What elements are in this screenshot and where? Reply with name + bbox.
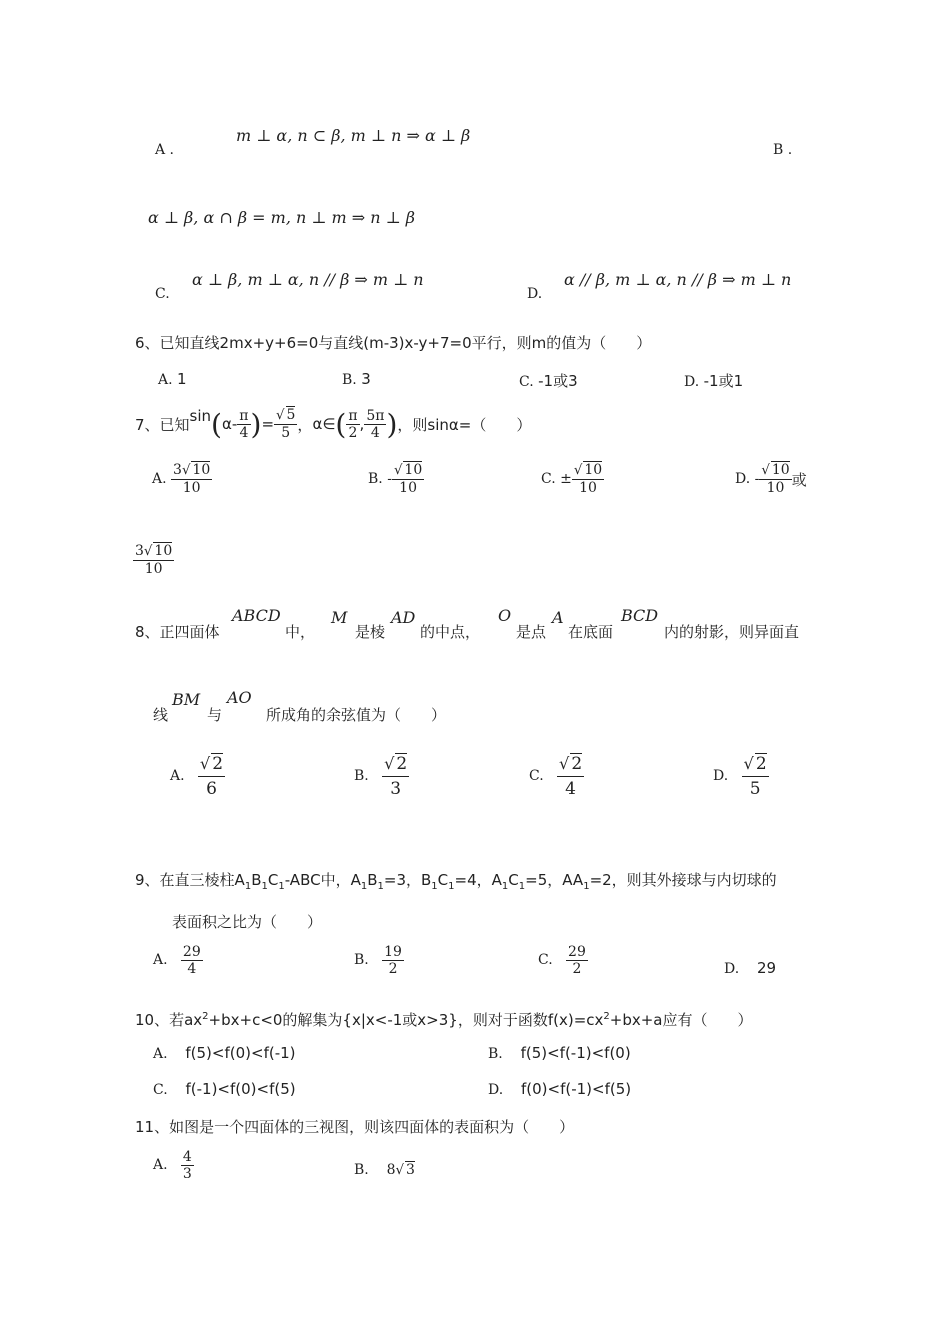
q9-stem: 9、在直三棱柱$A_1B_1C_1$-ABC中，$A_1B_1=3$，$B_1C_1=4$，$A_1C_1=5$，$AA_1=2$，则其外接球与内切球的 (135, 871, 777, 892)
q11-option-b: B. 8√ 3 (354, 1162, 415, 1178)
q6-option-d: D. -1或1 (684, 372, 744, 390)
q8-option-a: A. $\frac{√ 2}{6}$ (170, 753, 224, 799)
q6-option-b: B. 3 (342, 370, 371, 388)
q8-abcd: ABCD (232, 606, 281, 625)
q7-option-d: D. - $\frac{√ 10}{10}$ 或 (735, 462, 807, 496)
q11-option-a: A. $\frac{4}{3}$ (153, 1148, 192, 1182)
q8-option-b: B. $\frac{√ 2}{3}$ (354, 753, 408, 799)
q8-text-tail: 所成角的余弦值为（ ） (266, 706, 447, 724)
q8-a: A (552, 608, 564, 627)
q9-option-d: D. 29 (724, 959, 777, 977)
q9-stem-line2: 表面积之比为（ ） (172, 913, 323, 931)
q8-o: O (498, 606, 512, 625)
q6-option-a: A. 1 (158, 370, 187, 388)
q8-text-zhongdian: 的中点， (420, 623, 481, 641)
q5-option-a-label: A . (155, 142, 175, 158)
q9-option-b: B. $\frac{19}{2}$ (354, 943, 402, 977)
q8-text-neide: 内的射影，则异面直 (664, 623, 800, 641)
q8-m: M (331, 608, 348, 627)
q10-option-b: B. f(5)<f(-1)<f(0) (488, 1044, 631, 1062)
q5-option-b-expr: α ⊥ β, α ∩ β = m, n ⊥ m ⇒ n ⊥ β (148, 208, 416, 227)
q8-text-zaidimian: 在底面 (568, 623, 614, 641)
q5-option-d-expr: α // β, m ⊥ α, n // β ⇒ m ⊥ n (564, 270, 792, 289)
q8-text-zhong: 中， (285, 623, 316, 641)
q10-stem: 10、若$ax^2+bx+c<0$的解集为{x|x<-1或x>3}，则对于函数$f(x)=cx^2+bx+a$应有（ ） (135, 1011, 753, 1029)
q8-ao: AO (227, 688, 252, 707)
q9-option-c: C. $\frac{29}{2}$ (538, 943, 586, 977)
q7-option-b: B. - $\frac{√ 10}{10}$ (368, 462, 423, 496)
q7-option-a: A. $\frac{3√ 10}{10}$ (152, 462, 211, 496)
q8-number: 8、正四面体 (135, 623, 220, 641)
q10-option-a: A. f(5)<f(0)<f(-1) (153, 1044, 296, 1062)
q8-text-yu: 与 (207, 706, 223, 724)
q8-text-xian: 线 (153, 706, 169, 724)
q5-option-c-label: C. (155, 286, 170, 302)
q8-option-d: D. $\frac{√ 2}{5}$ (713, 753, 767, 799)
q8-ad: AD (391, 608, 416, 627)
q7-stem: 7、已知 sin ( α- $\frac{\pi}{4}$ ) = $\frac{√ 5}{5}$ ， α∈ ( $\frac{\pi}{2}$ , $\frac{5\pi}{4}$ ) ，则sinα=（ ） (135, 407, 532, 441)
q5-option-d-label: D. (527, 286, 543, 302)
q8-bm: BM (172, 690, 201, 709)
q5-option-b-label: B . (773, 142, 793, 158)
q7-option-d-continued: $\frac{3√ 10}{10}$ (135, 543, 173, 577)
q8-text-shidian: 是点 (516, 623, 547, 641)
q7-option-c: C. ± $\frac{√ 10}{10}$ (541, 462, 603, 496)
q10-option-c: C. f(-1)<f(0)<f(5) (153, 1080, 296, 1098)
q6-option-c: C. -1或3 (519, 372, 578, 390)
q10-option-d: D. f(0)<f(-1)<f(5) (488, 1080, 632, 1098)
q8-text-shileng: 是棱 (355, 623, 386, 641)
q5-option-a-expr: m ⊥ α, n ⊂ β, m ⊥ n ⇒ α ⊥ β (236, 126, 471, 145)
q11-stem: 11、如图是一个四面体的三视图，则该四面体的表面积为（ ） (135, 1118, 575, 1136)
q5-option-c-expr: α ⊥ β, m ⊥ α, n // β ⇒ m ⊥ n (192, 270, 424, 289)
q8-bcd: BCD (621, 606, 659, 625)
q8-option-c: C. $\frac{√ 2}{4}$ (529, 753, 583, 799)
q9-option-a: A. $\frac{29}{4}$ (153, 943, 201, 977)
q6-stem: 6、已知直线2mx+y+6=0与直线(m-3)x-y+7=0平行，则m的值为（ ） (135, 334, 652, 352)
